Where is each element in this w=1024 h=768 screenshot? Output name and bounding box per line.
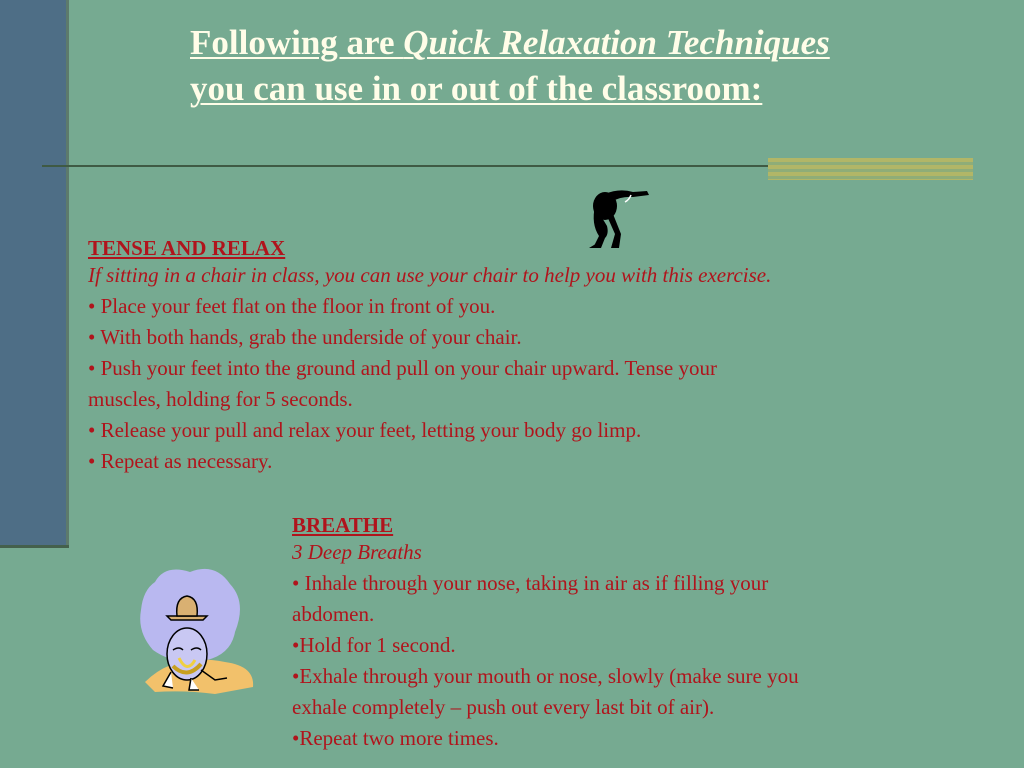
breathe-section [292,513,932,754]
tense-and-relax-subtitle: If sitting in a chair in class, you can use your chair to help you with this exercise. [88,263,772,287]
breathe-line-5: exhale completely – push out every last bit of air). [292,695,715,719]
breathe-line-2: abdomen. [292,602,375,626]
breathe-subtitle: 3 Deep Breaths [292,540,422,564]
tense-line-6: • Repeat as necessary. [88,449,273,473]
side-bar-shadow [66,0,69,548]
title-part1: Following are [190,23,404,62]
breathe-line-3: •Hold for 1 second. [292,633,456,657]
tense-line-2: • With both hands, grab the underside of your chair. [88,325,522,349]
breathe-line-1: • Inhale through your nose, taking in air as if filling your [292,571,769,595]
slide-title [190,20,970,112]
tense-line-4: muscles, holding for 5 seconds. [88,387,353,411]
title-line2: you can use in or out of the classroom: [190,69,763,108]
tense-line-1: • Place your feet flat on the floor in front of you. [88,294,496,318]
side-bar-edge [0,545,69,548]
cowboy-clipart-icon [135,562,260,702]
tense-line-3: • Push your feet into the ground and pull on your chair upward. Tense your [88,356,717,380]
title-italic: Quick Relaxation Techniques [403,23,830,62]
tense-line-5: • Release your pull and relax your feet, letting your body go limp. [88,418,642,442]
breathe-heading: BREATHE [292,513,394,537]
accent-bar [768,158,973,180]
breathe-line-6: •Repeat two more times. [292,726,499,750]
side-bar [0,0,66,545]
tense-and-relax-section [88,236,948,477]
breathe-line-4: •Exhale through your mouth or nose, slowly (make sure you [292,664,799,688]
tense-and-relax-heading: TENSE AND RELAX [88,236,286,260]
